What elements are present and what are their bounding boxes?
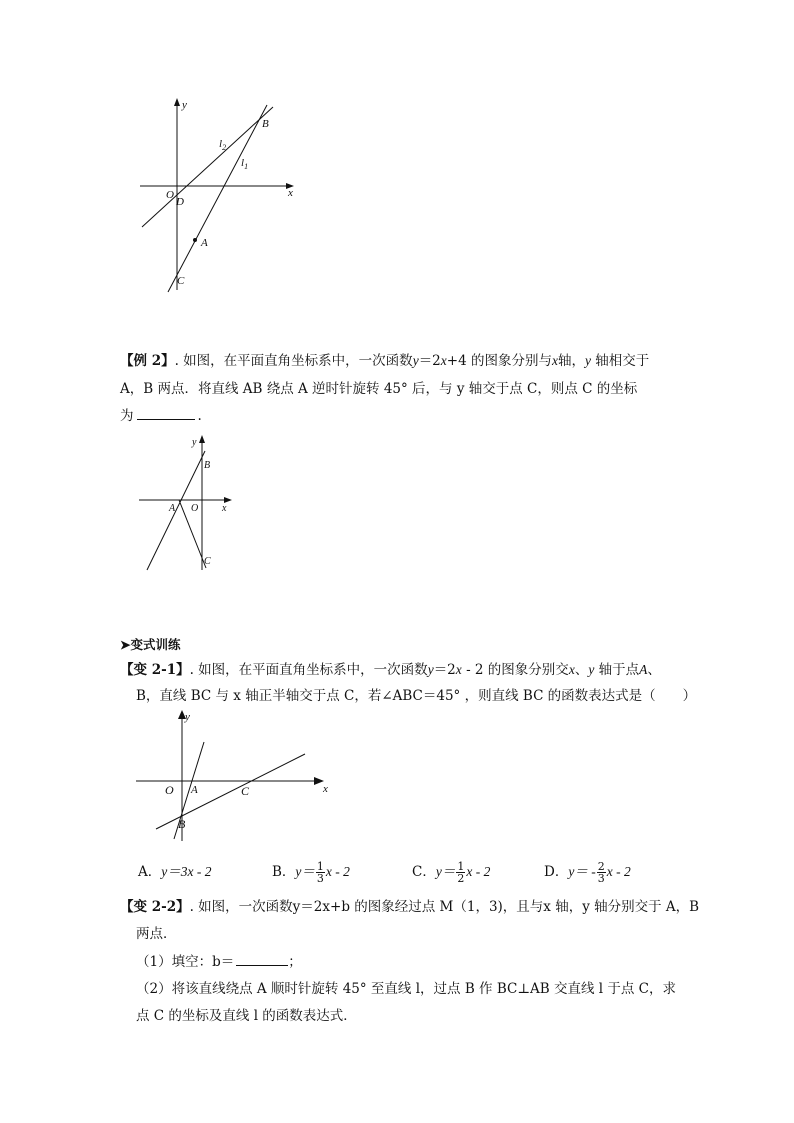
option-a-text: y＝3x - 2	[161, 864, 212, 879]
option-d-den: 3	[597, 872, 605, 885]
answer-blank-v22[interactable]	[236, 953, 288, 966]
section-arrow-icon: ➤	[120, 637, 131, 652]
variation-2-2-line-2: 两点．	[136, 926, 177, 942]
v21-text-g: 、	[574, 662, 589, 678]
v21-text-a: . 如图，在平面直角坐标系中，一次函数	[189, 662, 428, 678]
v21-text-i: 轴于点	[594, 662, 640, 678]
fig1-label-a: A	[201, 237, 208, 249]
variation-2-2-line-1	[120, 898, 699, 916]
variation-2-2-tag: 【变 2-2】	[120, 899, 190, 915]
option-b[interactable]	[272, 860, 350, 884]
fig2-y-arrow	[199, 435, 205, 443]
fig1-y-arrow	[174, 98, 180, 106]
fig3-label-x: x	[323, 783, 328, 795]
ex2-line3-end: .	[197, 408, 202, 424]
option-c-pre: y＝	[435, 864, 456, 879]
fig2-label-b: B	[204, 460, 211, 471]
fig3-label-b: B	[178, 817, 186, 831]
option-c[interactable]	[412, 860, 490, 884]
ex2-text-e: +4 的图象分别与	[446, 353, 552, 369]
option-b-fraction	[316, 861, 325, 884]
fig2-label-a: A	[169, 503, 176, 514]
option-d-post: x - 2	[606, 864, 631, 879]
option-d-label: D．	[544, 864, 569, 880]
fig1-line-l2	[142, 107, 273, 227]
fig3-label-a: A	[191, 784, 198, 796]
fig1-label-b: B	[262, 118, 269, 130]
ex2-text-a: . 如图，在平面直角坐标系中，一次函数	[174, 353, 413, 369]
option-d-num: 2	[597, 860, 605, 873]
fig2-label-x: x	[222, 503, 227, 514]
option-a[interactable]	[138, 860, 211, 880]
example-2-line-3	[120, 407, 202, 425]
v21-text-e: - 2 的图象分别交	[461, 662, 569, 678]
variation-2-1-line-2: B，直线 BC 与 x 轴正半轴交于点 C，若∠ABC＝45° ，则直线 BC 的函数表达式是（ ）	[136, 688, 697, 704]
fig3-label-o: O	[165, 783, 174, 797]
fig2-label-o: O	[191, 503, 199, 514]
ex2-var-y: y	[412, 353, 419, 368]
variation-2-1-line-1	[120, 661, 661, 679]
option-d-pre: y＝ -	[568, 864, 596, 879]
figure-3-line-bc	[130, 705, 340, 845]
option-b-label: B．	[272, 864, 296, 880]
ex2-line3-text: 为	[120, 408, 134, 424]
variation-2-2-question-1	[136, 953, 302, 971]
v21-text-k: 、	[647, 662, 661, 678]
ex2-var-x2: x	[551, 353, 558, 368]
fig1-label-d: D	[176, 196, 184, 208]
variation-2-2-question-2-line-1: （2）将该直线绕点 A 顺时针旋转 45° 至直线 l，过点 B 作 BC⊥AB 交直线 l 于点 C，求	[136, 981, 677, 997]
option-b-den: 3	[316, 872, 324, 885]
example-2-line-1	[120, 352, 649, 370]
answer-blank-ex2[interactable]	[137, 407, 195, 420]
figure-1-lines-l1-l2	[130, 90, 310, 300]
v21-var-y2: y	[588, 662, 595, 677]
ex2-var-y2: y	[584, 353, 591, 368]
option-c-den: 2	[457, 872, 465, 885]
option-b-post: x - 2	[325, 864, 350, 879]
fig1-label-x: x	[288, 187, 293, 199]
option-b-pre: y＝	[295, 864, 315, 879]
fig2-label-c: C	[204, 556, 211, 567]
figure-2-rotation	[136, 430, 246, 580]
v22-q1-text: （1）填空：b＝	[136, 954, 235, 970]
example-2-tag: 【例 2】	[120, 353, 175, 369]
fig1-point-a	[193, 238, 197, 242]
option-c-fraction	[456, 861, 465, 884]
ex2-text-g: 轴，	[557, 353, 585, 369]
section-title: 变式训练	[130, 637, 181, 652]
v22-q1-end: ；	[288, 954, 302, 970]
ex2-text-c: ＝2	[418, 353, 441, 369]
option-c-post: x - 2	[466, 864, 491, 879]
option-c-label: C．	[412, 864, 436, 880]
option-c-num: 1	[457, 860, 465, 873]
option-b-num: 1	[316, 860, 324, 873]
section-heading	[120, 636, 181, 654]
ex2-text-i: 轴相交于	[590, 353, 650, 369]
v21-var-y: y	[427, 662, 434, 677]
v21-var-a: A	[639, 662, 648, 677]
fig1-label-l2: $l_2$	[219, 138, 227, 152]
fig3-label-y: y	[185, 711, 190, 723]
v21-var-x: x	[455, 662, 462, 677]
variation-2-1-tag: 【变 2-1】	[120, 662, 190, 678]
option-d[interactable]	[544, 860, 631, 884]
fig1-label-l1: $l_1$	[241, 157, 249, 171]
fig1-label-o: O	[166, 189, 174, 201]
variation-2-2-question-2-line-2: 点 C 的坐标及直线 l 的函数表达式．	[136, 1008, 357, 1024]
fig1-label-c: C	[177, 275, 185, 287]
ex2-var-x: x	[440, 353, 447, 368]
v21-var-x2: x	[568, 662, 575, 677]
option-d-fraction	[597, 861, 606, 884]
fig3-label-c: C	[241, 784, 250, 798]
fig2-label-y: y	[192, 437, 197, 448]
option-a-label: A．	[138, 864, 162, 880]
example-2-line-2: A，B 两点．将直线 AB 绕点 A 逆时针旋转 45° 后，与 y 轴交于点 C，则点 C 的坐标	[120, 381, 638, 397]
v22-line1-text: . 如图，一次函数y＝2x+b 的图象经过点 M（1，3)，且与x 轴，y 轴分别交于 A，B	[189, 899, 700, 915]
v21-text-c: ＝2	[433, 662, 456, 678]
fig1-label-y: y	[182, 99, 187, 111]
